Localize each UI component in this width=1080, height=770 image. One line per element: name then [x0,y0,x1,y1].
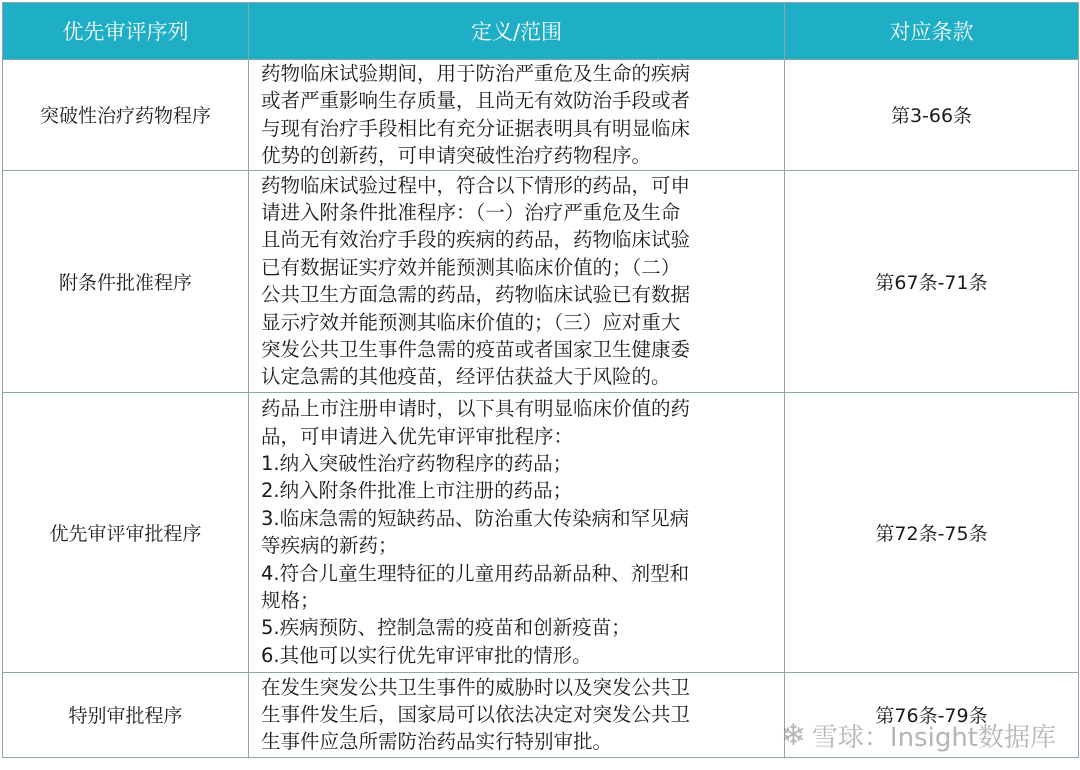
definition-line: 显示疗效并能预测其临床价值的；（三）应对重大 [261,310,681,334]
procedure-article: 第76条-79条 [785,672,1079,757]
definition-line: 请进入附条件批准程序：（一）治疗严重危及生命 [261,200,681,224]
definition-line: 4.符合儿童生理特征的儿童用药品新品种、剂型和 [261,561,690,585]
definition-line: 已有数据证实疗效并能预测其临床价值的；（二） [261,255,681,279]
procedure-definition [249,170,785,392]
definition-line: 药物临床试验过程中，符合以下情形的药品，可申 [261,173,691,197]
procedure-article: 第67条-71条 [785,170,1079,392]
procedure-definition [249,60,785,171]
definition-line: 生事件应急所需防治药品实行特别审批。 [261,730,613,754]
definition-line: 3.临床急需的短缺药品、防治重大传染病和罕见病 [261,506,690,530]
definition-line: 药物临床试验期间，用于防治严重危及生命的疾病 [261,62,691,85]
table-row [3,392,1079,672]
definition-line: 优势的创新药，可申请突破性治疗药物程序。 [261,144,652,168]
definition-line: 或者严重影响生存质量，且尚无有效防治手段或者 [261,89,691,113]
definition-line: 规格； [261,588,320,612]
procedure-definition [249,672,785,757]
definition-line: 公共卫生方面急需的药品，药物临床试验已有数据 [261,283,691,307]
watermark-text: 雪球：Insight数据库 [811,723,1056,753]
procedure-name: 特别审批程序 [3,672,249,757]
procedure-name: 附条件批准程序 [3,170,249,392]
table-row [3,60,1079,171]
definition-line: 药品上市注册申请时，以下具有明显临床价值的药 [261,397,691,421]
definition-line: 5.疾病预防、控制急需的疫苗和创新疫苗； [261,616,631,640]
definition-line: 认定急需的其他疫苗，经评估获益大于风险的。 [261,365,671,389]
procedure-definition [249,392,785,672]
definition-line: 且尚无有效治疗手段的疾病的药品，药物临床试验 [261,228,691,252]
header-definition: 定义/范围 [249,3,785,60]
table-row [3,170,1079,392]
table-row [3,672,1079,757]
definition-line: 1.纳入突破性治疗药物程序的药品； [261,451,573,475]
procedure-article: 第3-66条 [785,60,1079,171]
definition-line: 品，可申请进入优先审评审批程序： [261,424,574,448]
definition-line: 生事件发生后，国家局可以依法决定对突发公共卫 [261,702,691,726]
definition-line: 在发生突发公共卫生事件的威胁时以及突发公共卫 [261,675,691,699]
definition-line: 2.纳入附条件批准上市注册的药品； [261,479,573,503]
snowball-icon: ❄ [780,717,806,753]
procedure-name: 优先审评审批程序 [3,392,249,672]
procedure-article: 第72条-75条 [785,392,1079,672]
header-sequence: 优先审评序列 [3,3,249,60]
header-article: 对应条款 [785,3,1079,60]
definition-line: 与现有治疗手段相比有充分证据表明具有明显临床 [261,116,691,140]
procedure-name: 突破性治疗药物程序 [3,60,249,171]
definition-line: 6.其他可以实行优先审评审批的情形。 [261,643,592,667]
definition-line: 等疾病的新药； [261,534,398,558]
definition-line: 突发公共卫生事件急需的疫苗或者国家卫生健康委 [261,337,691,361]
priority-review-table [2,2,1079,758]
header-row [3,3,1079,60]
